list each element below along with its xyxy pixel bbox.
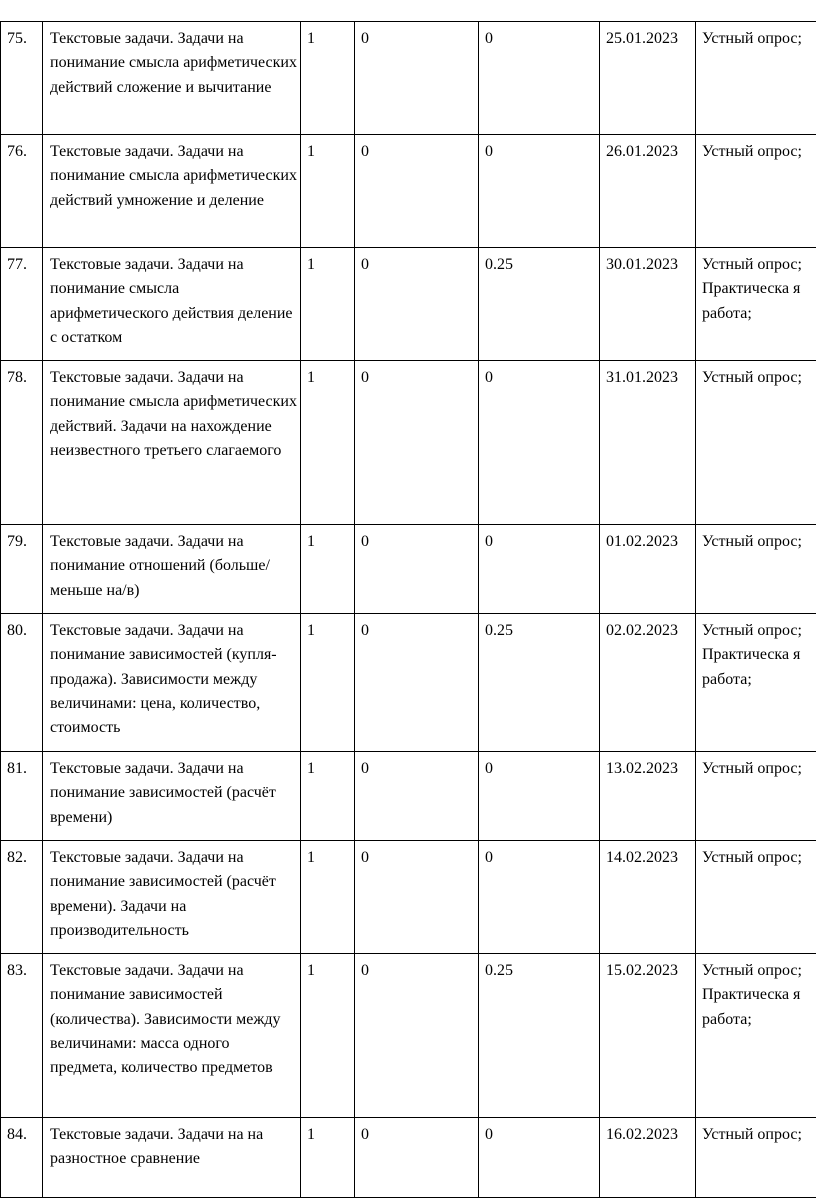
assessment-form (696, 248, 816, 361)
assessment-form-text: Устный опрос; (702, 27, 814, 51)
hours-total: 1 (301, 1118, 355, 1198)
hours-total: 1 (301, 525, 355, 614)
hours-practice: 0 (479, 135, 600, 248)
hours-total: 1 (301, 135, 355, 248)
row-number: 84. (1, 1118, 43, 1198)
assessment-form (696, 752, 816, 841)
hours-practice: 0 (479, 361, 600, 525)
table-row (1, 752, 816, 841)
row-number: 80. (1, 614, 43, 752)
row-number: 75. (1, 22, 43, 135)
row-number: 78. (1, 361, 43, 525)
hours-control: 0 (355, 248, 479, 361)
row-number: 77. (1, 248, 43, 361)
lesson-topic: Текстовые задачи. Задачи на понимание смысла арифметических действий. Задачи на нахождение неизвестного третьего слагаемого (43, 361, 301, 525)
hours-total: 1 (301, 614, 355, 752)
hours-practice: 0 (479, 525, 600, 614)
row-number: 82. (1, 840, 43, 953)
assessment-form (696, 22, 816, 135)
lesson-plan-body (1, 22, 816, 1198)
hours-control: 0 (355, 361, 479, 525)
hours-practice: 0 (479, 840, 600, 953)
table-row (1, 361, 816, 525)
assessment-form-text: Устный опрос; (702, 846, 814, 870)
lesson-date: 30.01.2023 (600, 248, 696, 361)
table-row (1, 954, 816, 1118)
lesson-topic: Текстовые задачи. Задачи на понимание зависимостей (расчёт времени). Задачи на производительность (43, 840, 301, 953)
lesson-date: 01.02.2023 (600, 525, 696, 614)
assessment-form-text: Устный опрос; Практическа я работа; (702, 959, 814, 1032)
lesson-date: 02.02.2023 (600, 614, 696, 752)
hours-total: 1 (301, 752, 355, 841)
hours-total: 1 (301, 248, 355, 361)
lesson-topic: Текстовые задачи. Задачи на понимание зависимостей (количества). Зависимости между величинами: масса одного предмета, количество предметов (43, 954, 301, 1118)
hours-practice: 0 (479, 1118, 600, 1198)
lesson-topic: Текстовые задачи. Задачи на понимание зависимостей (расчёт времени) (43, 752, 301, 841)
lesson-topic: Текстовые задачи. Задачи на понимание смысла арифметических действий сложение и вычитание (43, 22, 301, 135)
lesson-date: 26.01.2023 (600, 135, 696, 248)
assessment-form-text: Устный опрос; (702, 530, 814, 554)
table-row (1, 248, 816, 361)
assessment-form (696, 954, 816, 1118)
assessment-form (696, 1118, 816, 1198)
row-number: 83. (1, 954, 43, 1118)
table-row (1, 135, 816, 248)
hours-practice: 0.25 (479, 614, 600, 752)
lesson-topic: Текстовые задачи. Задачи на на разностное сравнение (43, 1118, 301, 1198)
hours-control: 0 (355, 1118, 479, 1198)
hours-total: 1 (301, 22, 355, 135)
assessment-form-text: Устный опрос; (702, 366, 814, 390)
lesson-date: 16.02.2023 (600, 1118, 696, 1198)
table-row (1, 525, 816, 614)
hours-control: 0 (355, 840, 479, 953)
table-row (1, 1118, 816, 1198)
assessment-form-text: Устный опрос; Практическа я работа; (702, 253, 814, 326)
hours-total: 1 (301, 361, 355, 525)
assessment-form (696, 361, 816, 525)
table-row (1, 840, 816, 953)
assessment-form (696, 135, 816, 248)
row-number: 79. (1, 525, 43, 614)
row-number: 76. (1, 135, 43, 248)
hours-practice: 0.25 (479, 954, 600, 1118)
table-row (1, 614, 816, 752)
assessment-form-text: Устный опрос; Практическа я работа; (702, 619, 814, 692)
lesson-topic: Текстовые задачи. Задачи на понимание смысла арифметического действия деление с остатком (43, 248, 301, 361)
hours-control: 0 (355, 954, 479, 1118)
hours-control: 0 (355, 614, 479, 752)
lesson-date: 25.01.2023 (600, 22, 696, 135)
hours-control: 0 (355, 525, 479, 614)
assessment-form-text: Устный опрос; (702, 757, 814, 781)
hours-practice: 0 (479, 22, 600, 135)
lesson-plan-table (0, 21, 816, 1198)
table-row (1, 22, 816, 135)
lesson-topic: Текстовые задачи. Задачи на понимание зависимостей (купля-продажа). Зависимости между величинами: цена, количество, стоимость (43, 614, 301, 752)
hours-practice: 0.25 (479, 248, 600, 361)
lesson-date: 15.02.2023 (600, 954, 696, 1118)
assessment-form (696, 525, 816, 614)
assessment-form (696, 614, 816, 752)
lesson-date: 14.02.2023 (600, 840, 696, 953)
assessment-form (696, 840, 816, 953)
lesson-topic: Текстовые задачи. Задачи на понимание смысла арифметических действий умножение и деление (43, 135, 301, 248)
assessment-form-text: Устный опрос; (702, 1123, 814, 1147)
hours-control: 0 (355, 22, 479, 135)
hours-practice: 0 (479, 752, 600, 841)
assessment-form-text: Устный опрос; (702, 140, 814, 164)
lesson-date: 13.02.2023 (600, 752, 696, 841)
lesson-date: 31.01.2023 (600, 361, 696, 525)
hours-control: 0 (355, 135, 479, 248)
hours-total: 1 (301, 840, 355, 953)
hours-total: 1 (301, 954, 355, 1118)
lesson-topic: Текстовые задачи. Задачи на понимание отношений (больше/меньше на/в) (43, 525, 301, 614)
hours-control: 0 (355, 752, 479, 841)
row-number: 81. (1, 752, 43, 841)
